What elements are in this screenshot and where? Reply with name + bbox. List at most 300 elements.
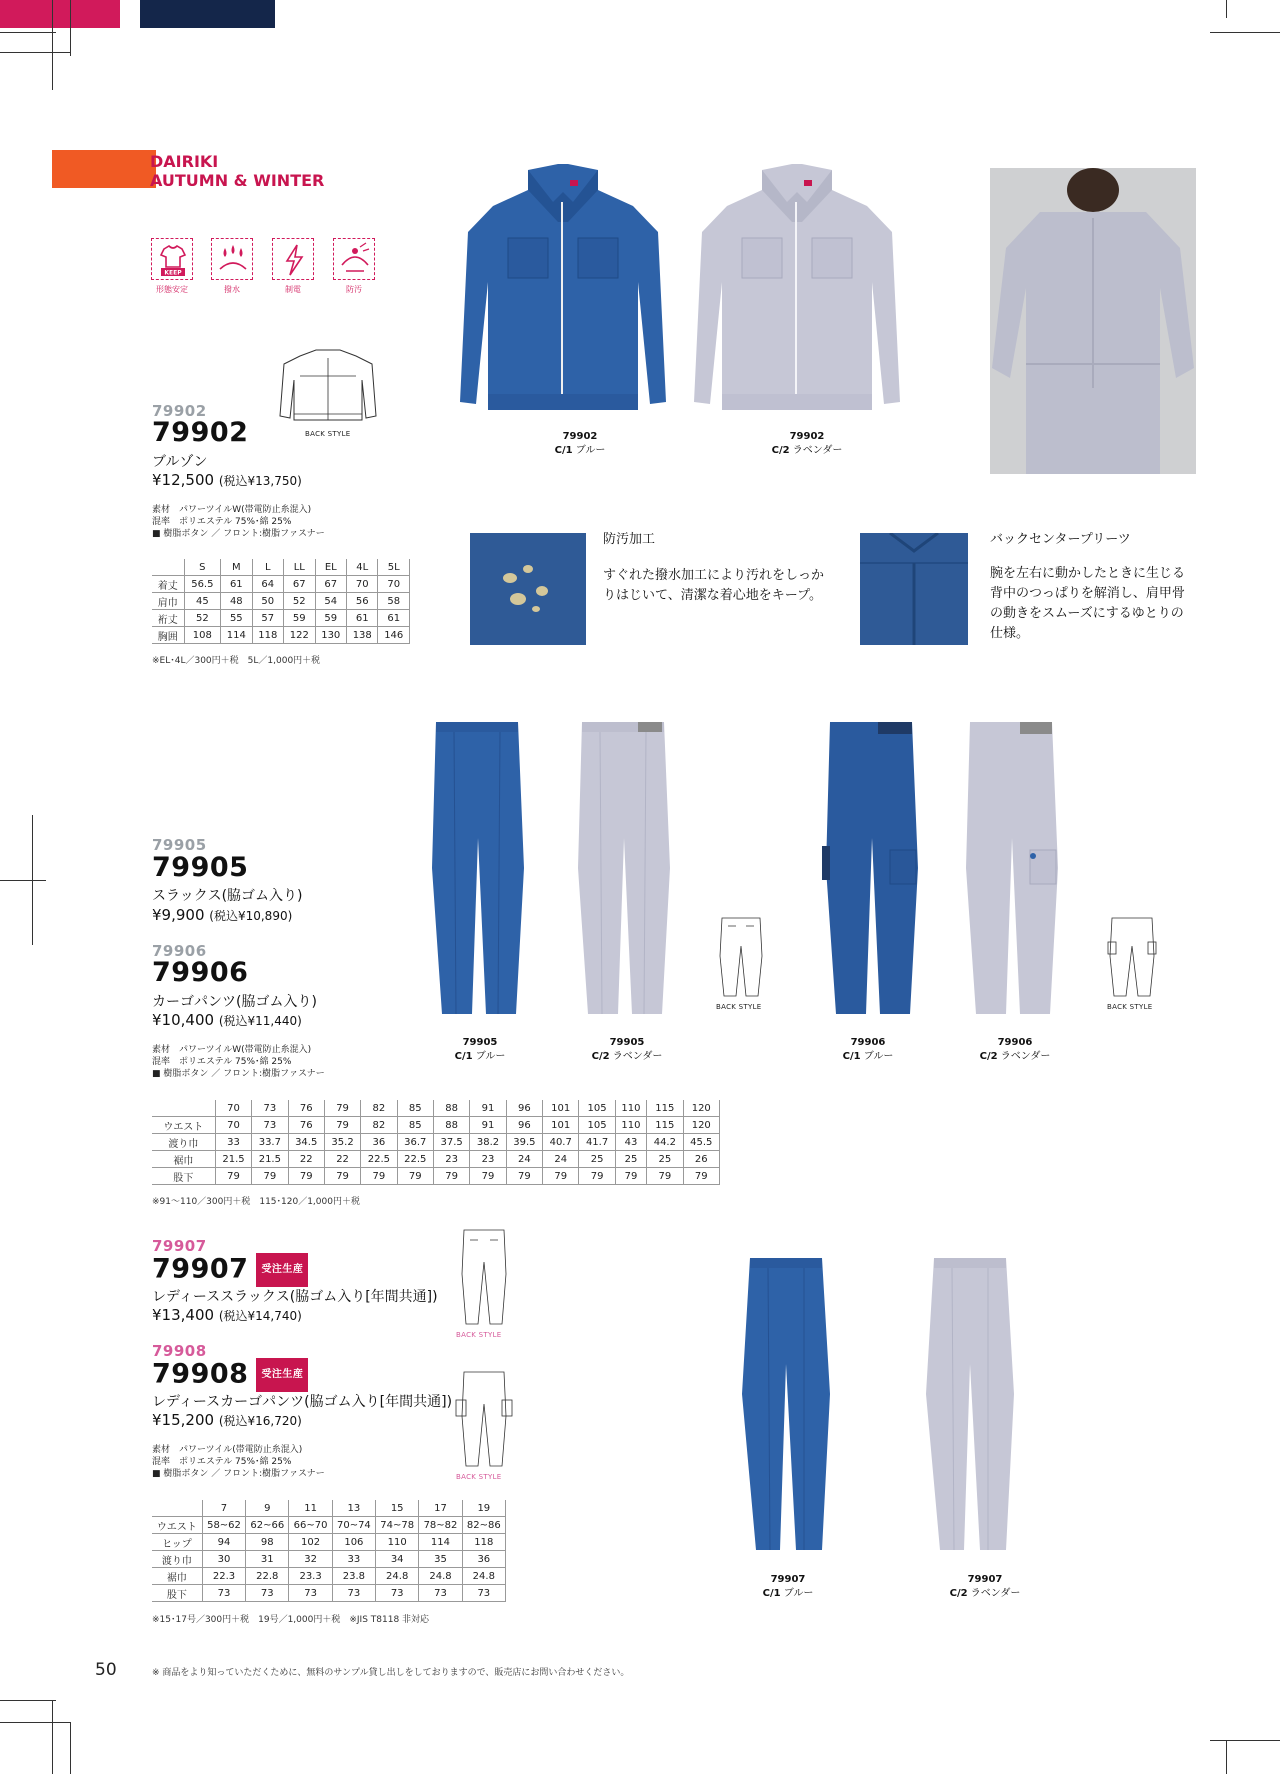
- table-cell: 73: [252, 1117, 288, 1134]
- table-cell: 4L: [347, 559, 378, 576]
- slacks-lavender-image: [570, 718, 676, 1018]
- caption-color-name: ラベンダー: [1000, 1051, 1051, 1062]
- table-cell: 82: [361, 1117, 397, 1134]
- table-cell: 79: [324, 1168, 360, 1185]
- back-style-ladies-slacks-sketch: [458, 1228, 510, 1326]
- table-cell: 11: [289, 1500, 332, 1517]
- icon-label-keep: 形態安定: [156, 285, 188, 294]
- table-cell: 105: [579, 1117, 615, 1134]
- table-cell: 45: [184, 593, 220, 610]
- table-cell: 79: [215, 1168, 251, 1185]
- made-to-order-badge: 受注生産: [256, 1253, 308, 1287]
- crop-mark: [1226, 0, 1227, 18]
- caption-79907-c1: [738, 1573, 838, 1601]
- table-cell: 26: [683, 1151, 719, 1168]
- caption-color: C/2: [979, 1051, 998, 1062]
- back-style-label: BACK STYLE: [716, 1003, 762, 1011]
- product-price: [152, 1306, 302, 1324]
- table-row: [152, 610, 410, 627]
- back-pleat-image: [860, 533, 968, 645]
- caption-79905-c2: [572, 1036, 682, 1064]
- table-cell: 98: [246, 1534, 289, 1551]
- table-cell: 79: [506, 1168, 542, 1185]
- table-cell: 73: [462, 1585, 505, 1602]
- feature-title-stain: 防汚加工: [603, 532, 656, 547]
- table-cell: 118: [462, 1534, 505, 1551]
- table-cell: 19: [462, 1500, 505, 1517]
- table-row: [152, 627, 410, 644]
- table-cell: ウエスト: [152, 1117, 215, 1134]
- table-cell: 22.3: [202, 1568, 245, 1585]
- price-value: ¥13,400: [152, 1306, 215, 1324]
- cargo-lavender-image: [958, 718, 1064, 1018]
- caption-color: C/2: [591, 1051, 610, 1062]
- table-cell: 105: [579, 1100, 615, 1117]
- table-cell: 22.5: [397, 1151, 433, 1168]
- product-code-small: 79908: [152, 1342, 207, 1360]
- price-tax: (税込¥10,890): [209, 909, 293, 923]
- table-cell: 22: [324, 1151, 360, 1168]
- table-row: [152, 1568, 506, 1585]
- spec-line: 素材 パワーツイルW(帯電防止糸混入): [152, 1045, 312, 1055]
- caption-color: C/1: [454, 1051, 473, 1062]
- caption-code: 79907: [770, 1574, 806, 1585]
- crop-mark: [0, 32, 56, 33]
- caption-79906-c2: [960, 1036, 1070, 1064]
- table-cell: 22.5: [361, 1151, 397, 1168]
- table-cell: 渡り巾: [152, 1551, 202, 1568]
- material-spec: [152, 1444, 325, 1480]
- product-name: レディースカーゴパンツ(脇ゴム入り[年間共通]): [152, 1394, 453, 1410]
- table-cell: 25: [615, 1151, 646, 1168]
- table-cell: 110: [615, 1100, 646, 1117]
- table-cell: S: [184, 559, 220, 576]
- table-cell: 73: [332, 1585, 375, 1602]
- table-cell: 110: [615, 1117, 646, 1134]
- orange-block: [52, 150, 156, 188]
- table-cell: 91: [470, 1117, 506, 1134]
- back-style-label: BACK STYLE: [456, 1331, 502, 1339]
- caption-color-name: ラベンダー: [612, 1051, 663, 1062]
- table-cell: 118: [252, 627, 283, 644]
- table-cell: 74~78: [376, 1517, 419, 1534]
- table-cell: 24.8: [419, 1568, 462, 1585]
- back-style-label: BACK STYLE: [305, 430, 351, 438]
- crop-mark: [32, 815, 33, 945]
- crop-mark: [0, 52, 70, 53]
- table-cell: 76: [288, 1100, 324, 1117]
- caption-79905-c1: [430, 1036, 530, 1064]
- top-bar-navy: [140, 0, 275, 28]
- price-tax: (税込¥14,740): [218, 1309, 302, 1323]
- back-style-jacket-sketch: [278, 346, 378, 428]
- table-cell: 73: [202, 1585, 245, 1602]
- spec-line: 素材 パワーツイルW(帯電防止糸混入): [152, 505, 312, 515]
- caption-color: C/1: [554, 445, 573, 456]
- fabric-water-drops-image: [470, 533, 586, 645]
- price-value: ¥12,500: [152, 471, 215, 489]
- table-cell: 21.5: [252, 1151, 288, 1168]
- table-cell: 82: [361, 1100, 397, 1117]
- table-cell: 58~62: [202, 1517, 245, 1534]
- product-code-small: 79907: [152, 1237, 207, 1255]
- made-to-order-badge: 受注生産: [256, 1358, 308, 1392]
- table-cell: 110: [376, 1534, 419, 1551]
- caption-code: 79905: [609, 1037, 645, 1048]
- table-cell: 股下: [152, 1168, 215, 1185]
- table-cell: 79: [433, 1168, 469, 1185]
- table-cell: 裾巾: [152, 1151, 215, 1168]
- table-cell: 41.7: [579, 1134, 615, 1151]
- size-table-79906: [152, 1100, 720, 1185]
- ladies-slacks-lavender-image: [920, 1254, 1020, 1554]
- table-cell: 25: [579, 1151, 615, 1168]
- table-row: [152, 1151, 720, 1168]
- table-cell: 5L: [378, 559, 410, 576]
- feature-text-stain: [603, 566, 824, 606]
- crop-mark: [52, 0, 53, 90]
- table-cell: 130: [315, 627, 346, 644]
- table-cell: 73: [246, 1585, 289, 1602]
- back-style-label: BACK STYLE: [1107, 1003, 1153, 1011]
- cargo-blue-image: [818, 718, 924, 1018]
- table-cell: 79: [397, 1168, 433, 1185]
- table-cell: 40.7: [543, 1134, 579, 1151]
- table-cell: 120: [683, 1100, 719, 1117]
- table-cell: L: [252, 559, 283, 576]
- table-cell: 70: [215, 1100, 251, 1117]
- table-cell: 73: [376, 1585, 419, 1602]
- product-name: カーゴパンツ(脇ゴム入り): [152, 994, 317, 1010]
- feature-line: 腕を左右に動かしたときに生じる: [990, 566, 1186, 581]
- table-cell: 44.2: [647, 1134, 683, 1151]
- table-cell: 115: [647, 1100, 683, 1117]
- table-cell: 34.5: [288, 1134, 324, 1151]
- table-row: [152, 593, 410, 610]
- product-name: スラックス(脇ゴム入り): [152, 888, 303, 904]
- table-cell: 48: [221, 593, 252, 610]
- table-cell: 79: [288, 1168, 324, 1185]
- table-cell: 肩巾: [152, 593, 184, 610]
- table-cell: 37.5: [433, 1134, 469, 1151]
- feature-line: りはじいて、清潔な着心地をキープ。: [603, 588, 823, 603]
- table-cell: 73: [252, 1100, 288, 1117]
- table-row: [152, 1117, 720, 1134]
- table-cell: 108: [184, 627, 220, 644]
- back-style-ladies-cargo-sketch: [454, 1370, 514, 1470]
- table-cell: 70~74: [332, 1517, 375, 1534]
- table-cell: [152, 1100, 215, 1117]
- table-cell: 24.8: [462, 1568, 505, 1585]
- product-name: レディーススラックス(脇ゴム入り[年間共通]): [152, 1289, 438, 1305]
- footer-disclaimer: ※ 商品をより知っていただくために、無料のサンプル貸し出しをしておりますので、販売店にお問い合わせください。: [152, 1668, 630, 1678]
- table-cell: 79: [252, 1168, 288, 1185]
- table-cell: 73: [419, 1585, 462, 1602]
- table-cell: 79: [324, 1117, 360, 1134]
- table-cell: 24: [543, 1151, 579, 1168]
- table-cell: EL: [315, 559, 346, 576]
- table-cell: 79: [543, 1168, 579, 1185]
- table-cell: 33.7: [252, 1134, 288, 1151]
- table-cell: 56: [347, 593, 378, 610]
- table-cell: 25: [647, 1151, 683, 1168]
- table-cell: 70: [378, 576, 410, 593]
- table-cell: ヒップ: [152, 1534, 202, 1551]
- crop-mark: [0, 880, 46, 881]
- keep-label: KEEP: [164, 269, 182, 277]
- size-note: ※EL･4L／300円＋税 5L／1,000円＋税: [152, 656, 321, 666]
- crop-mark: [52, 1700, 53, 1774]
- back-style-slacks-sketch: [718, 916, 764, 998]
- table-cell: 61: [221, 576, 252, 593]
- caption-color-name: ラベンダー: [970, 1588, 1021, 1599]
- table-cell: 70: [347, 576, 378, 593]
- code-value: 79908: [152, 1358, 249, 1390]
- feature-line: 仕様。: [990, 626, 1030, 641]
- price-value: ¥9,900: [152, 906, 205, 924]
- table-cell: [152, 559, 184, 576]
- table-row: [152, 1551, 506, 1568]
- table-cell: 114: [419, 1534, 462, 1551]
- model-photo: [990, 168, 1196, 474]
- product-name: ブルゾン: [152, 454, 208, 470]
- crop-mark: [70, 0, 71, 56]
- table-cell: 115: [647, 1117, 683, 1134]
- table-cell: 15: [376, 1500, 419, 1517]
- crop-mark: [1226, 1740, 1227, 1774]
- crop-mark: [0, 1722, 70, 1723]
- caption-color: C/1: [762, 1588, 781, 1599]
- table-cell: 24.8: [376, 1568, 419, 1585]
- table-row: [152, 1534, 506, 1551]
- table-row: [152, 1134, 720, 1151]
- table-cell: 101: [543, 1117, 579, 1134]
- table-cell: 78~82: [419, 1517, 462, 1534]
- feature-line: の動きをスムーズにするゆとりの: [990, 606, 1184, 621]
- feature-line: すぐれた撥水加工により汚れをしっか: [603, 568, 825, 583]
- caption-color-name: ブルー: [863, 1051, 894, 1062]
- product-price: [152, 471, 302, 489]
- table-cell: 50: [252, 593, 283, 610]
- table-cell: 39.5: [506, 1134, 542, 1151]
- table-cell: 24: [506, 1151, 542, 1168]
- table-cell: 7: [202, 1500, 245, 1517]
- crop-mark: [1210, 1740, 1280, 1741]
- back-style-label: BACK STYLE: [456, 1473, 502, 1481]
- table-cell: 59: [284, 610, 315, 627]
- feature-line: 背中のつっぱりを解消し、肩甲骨: [990, 586, 1185, 601]
- product-code: 79902: [152, 417, 249, 448]
- table-cell: 胸囲: [152, 627, 184, 644]
- season-title: AUTUMN & WINTER: [150, 171, 325, 190]
- product-code: [152, 1253, 308, 1287]
- caption-79902-c1: [530, 430, 630, 458]
- table-cell: 79: [324, 1100, 360, 1117]
- caption-color: C/2: [771, 445, 790, 456]
- caption-color: C/1: [842, 1051, 861, 1062]
- table-cell: 88: [433, 1100, 469, 1117]
- table-cell: 54: [315, 593, 346, 610]
- top-bar-pink: [0, 0, 120, 28]
- spec-line: 素材 パワーツイル(帯電防止糸混入): [152, 1445, 303, 1455]
- table-cell: 35: [419, 1551, 462, 1568]
- table-cell: 67: [284, 576, 315, 593]
- feature-text-pleat: [990, 564, 1185, 644]
- caption-79907-c2: [930, 1573, 1040, 1601]
- code-value: 79907: [152, 1253, 249, 1285]
- table-row: [152, 1168, 720, 1185]
- table-cell: 138: [347, 627, 378, 644]
- table-cell: 88: [433, 1117, 469, 1134]
- price-value: ¥15,200: [152, 1411, 215, 1429]
- slacks-blue-image: [424, 718, 530, 1018]
- product-price: [152, 1011, 302, 1029]
- caption-code: 79905: [462, 1037, 498, 1048]
- table-cell: 94: [202, 1534, 245, 1551]
- page-number: 50: [95, 1660, 117, 1680]
- table-cell: 66~70: [289, 1517, 332, 1534]
- material-spec: [152, 1044, 325, 1080]
- table-cell: 32: [289, 1551, 332, 1568]
- size-note: ※15･17号／300円＋税 19号／1,000円＋税 ※JIS T8118 非対応: [152, 1615, 430, 1625]
- table-cell: 裾巾: [152, 1568, 202, 1585]
- table-cell: 79: [683, 1168, 719, 1185]
- table-cell: 122: [284, 627, 315, 644]
- table-cell: 106: [332, 1534, 375, 1551]
- caption-79902-c2: [752, 430, 862, 458]
- table-cell: 52: [184, 610, 220, 627]
- spec-line: 混率 ポリエステル 75%･綿 25%: [152, 1057, 292, 1067]
- table-row: [152, 559, 410, 576]
- table-cell: 79: [361, 1168, 397, 1185]
- table-cell: [152, 1500, 202, 1517]
- table-cell: 102: [289, 1534, 332, 1551]
- table-cell: 股下: [152, 1585, 202, 1602]
- table-cell: 79: [615, 1168, 646, 1185]
- table-cell: 30: [202, 1551, 245, 1568]
- caption-color-name: ブルー: [575, 445, 606, 456]
- table-cell: LL: [284, 559, 315, 576]
- jacket-lavender-image: [692, 162, 902, 416]
- caption-color-name: ブルー: [475, 1051, 506, 1062]
- table-cell: 36: [361, 1134, 397, 1151]
- price-tax: (税込¥11,440): [218, 1014, 302, 1028]
- table-cell: 96: [506, 1117, 542, 1134]
- table-cell: 64: [252, 576, 283, 593]
- stain-proof-icon: [333, 238, 375, 280]
- table-cell: ウエスト: [152, 1517, 202, 1534]
- spec-line: 混率 ポリエステル 75%･綿 25%: [152, 517, 292, 527]
- price-value: ¥10,400: [152, 1011, 215, 1029]
- table-cell: 79: [470, 1168, 506, 1185]
- table-cell: 96: [506, 1100, 542, 1117]
- table-cell: 34: [376, 1551, 419, 1568]
- table-cell: 36.7: [397, 1134, 433, 1151]
- table-cell: 114: [221, 627, 252, 644]
- table-cell: 79: [579, 1168, 615, 1185]
- table-cell: 61: [347, 610, 378, 627]
- antistatic-icon: [272, 238, 314, 280]
- table-cell: 13: [332, 1500, 375, 1517]
- product-price: [152, 906, 292, 924]
- table-row: [152, 1585, 506, 1602]
- table-cell: 38.2: [470, 1134, 506, 1151]
- caption-color: C/2: [949, 1588, 968, 1599]
- caption-color-name: ブルー: [783, 1588, 814, 1599]
- table-cell: 101: [543, 1100, 579, 1117]
- table-cell: 43: [615, 1134, 646, 1151]
- table-cell: 35.2: [324, 1134, 360, 1151]
- table-cell: 着丈: [152, 576, 184, 593]
- table-cell: 67: [315, 576, 346, 593]
- product-code: 79905: [152, 852, 249, 883]
- table-row: [152, 1100, 720, 1117]
- size-note: ※91～110／300円＋税 115･120／1,000円＋税: [152, 1197, 360, 1207]
- table-cell: 52: [284, 593, 315, 610]
- table-cell: 36: [462, 1551, 505, 1568]
- table-row: [152, 1500, 506, 1517]
- table-row: [152, 1517, 506, 1534]
- caption-code: 79907: [967, 1574, 1003, 1585]
- table-cell: 85: [397, 1117, 433, 1134]
- icon-label-antistatic: 制電: [285, 285, 301, 294]
- caption-code: 79906: [850, 1037, 886, 1048]
- table-cell: 55: [221, 610, 252, 627]
- spec-line: ■ 樹脂ボタン ／ フロント:樹脂ファスナー: [152, 1069, 325, 1079]
- product-code-small: 79906: [152, 942, 207, 960]
- table-cell: 21.5: [215, 1151, 251, 1168]
- icon-label-stain: 防汚: [346, 285, 362, 294]
- table-cell: 23.8: [332, 1568, 375, 1585]
- caption-79906-c1: [818, 1036, 918, 1064]
- table-cell: 45.5: [683, 1134, 719, 1151]
- table-cell: 23: [470, 1151, 506, 1168]
- brand-name: DAIRIKI: [150, 152, 219, 171]
- table-cell: 渡り巾: [152, 1134, 215, 1151]
- table-cell: 79: [647, 1168, 683, 1185]
- table-cell: 31: [246, 1551, 289, 1568]
- spec-line: 混率 ポリエステル 75%･綿 25%: [152, 1457, 292, 1467]
- caption-code: 79902: [789, 431, 825, 442]
- table-cell: 120: [683, 1117, 719, 1134]
- size-table-79908: [152, 1500, 506, 1602]
- table-cell: M: [221, 559, 252, 576]
- shirt-keep-icon: [151, 238, 193, 280]
- crop-mark: [0, 1700, 56, 1701]
- caption-code: 79906: [997, 1037, 1033, 1048]
- back-style-cargo-sketch: [1106, 916, 1158, 998]
- feature-title-pleat: バックセンタープリーツ: [990, 532, 1131, 547]
- crop-mark: [1210, 32, 1280, 33]
- table-cell: 76: [288, 1117, 324, 1134]
- spec-line: ■ 樹脂ボタン ／ フロント:樹脂ファスナー: [152, 529, 325, 539]
- table-cell: 85: [397, 1100, 433, 1117]
- price-tax: (税込¥13,750): [218, 474, 302, 488]
- table-cell: 33: [332, 1551, 375, 1568]
- table-cell: 61: [378, 610, 410, 627]
- table-row: [152, 576, 410, 593]
- table-cell: 56.5: [184, 576, 220, 593]
- caption-code: 79902: [562, 431, 598, 442]
- table-cell: 22: [288, 1151, 324, 1168]
- table-cell: 33: [215, 1134, 251, 1151]
- product-code-small: 79905: [152, 836, 207, 854]
- ladies-slacks-blue-image: [736, 1254, 836, 1554]
- water-repellent-icon: [211, 238, 253, 280]
- spec-line: ■ 樹脂ボタン ／ フロント:樹脂ファスナー: [152, 1469, 325, 1479]
- product-code: 79906: [152, 957, 249, 988]
- table-cell: 62~66: [246, 1517, 289, 1534]
